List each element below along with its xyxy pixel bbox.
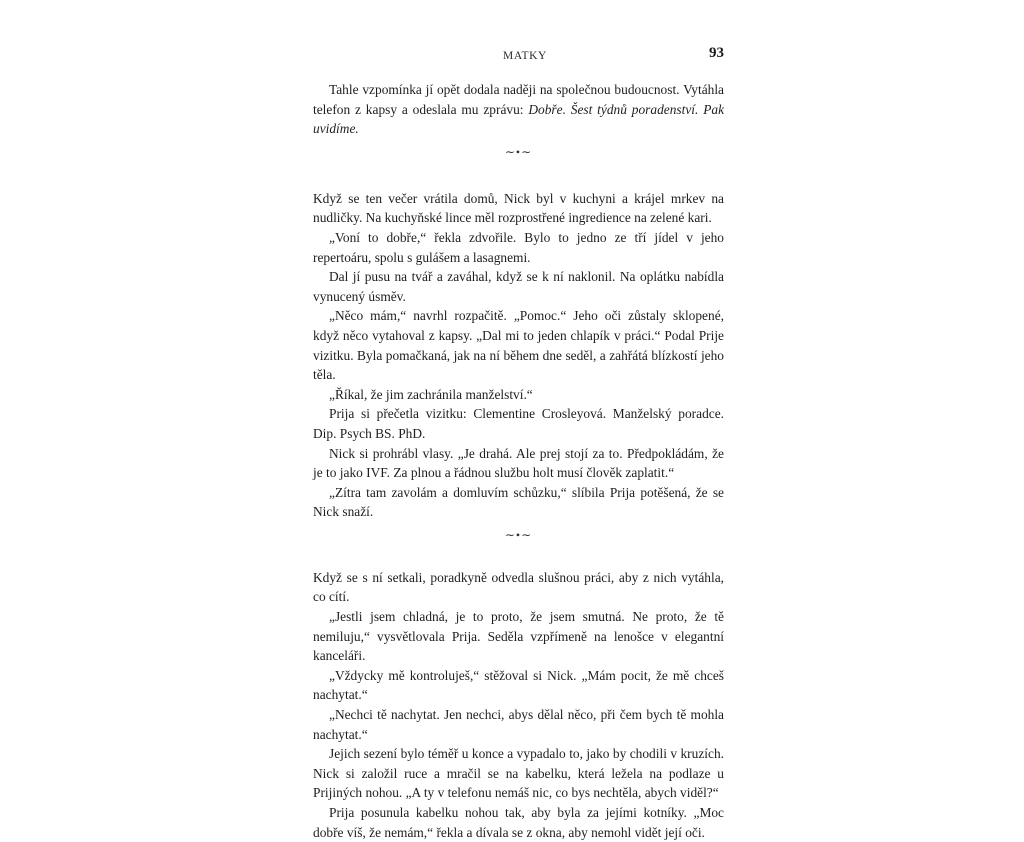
paragraph: Jejich sezení bylo téměř u konce a vypadalo to, jako by chodili v kruzích. Nick si založil ruce a mračil se na kabelku, která ležela na podlaze u Prijiných nohou. „A ty v telefonu nemáš nic, co bys nechtěla, abych viděl?“ (313, 746, 724, 801)
paragraph: „Říkal, že jim zachránila manželství.“ (329, 386, 533, 402)
paragraph (313, 80, 724, 139)
paragraph: „Vždycky mě kontroluješ,“ stěžoval si Nick. „Mám pocit, že mě chceš nachytat.“ (313, 667, 724, 703)
section-break (313, 139, 724, 189)
section-break (313, 522, 724, 568)
paragraph: Když se ten večer vrátila domů, Nick byl v kuchyni a krájel mrkev na nudličky. Na kuchyňské lince měl rozprostřené ingredience na zelené kari. (313, 190, 724, 226)
paragraph: Dal jí pusu na tvář a zaváhal, když se k ní naklonil. Na oplátku nabídla vynucený úsměv. (313, 269, 724, 304)
paragraph: „Nechci tě nachytat. Jen nechci, abys dělal něco, při čem bych tě mohla nachytat.“ (313, 707, 724, 742)
page-number: 93 (709, 45, 724, 61)
paragraph: Prija posunula kabelku nohou tak, aby byla za jejími kotníky. „Moc dobře víš, že nemám,“ řekla a dívala se z okna, aby nemohl vidět její oči. (313, 805, 724, 840)
running-head (313, 40, 724, 70)
paragraph: „Voní to dobře,“ řekla zdvořile. Bylo to jedno ze tří jídel v jeho repertoáru, spolu s gulášem a lasagnemi. (313, 229, 724, 265)
body-text (313, 80, 724, 842)
paragraph: „Zítra tam zavolám a domluvím schůzku,“ slíbila Prija potěšená, že se Nick snaží. (313, 484, 724, 520)
paragraph: Prija si přečetla vizitku: Clementine Crosleyová. Manželský poradce. Dip. Psych BS. PhD. (313, 406, 724, 441)
paragraph: Když se s ní setkali, poradkyně odvedla slušnou práci, aby z nich vytáhla, co cítí. (313, 569, 724, 605)
book-page (313, 40, 725, 840)
ornament-icon: ∼•∼ (504, 527, 533, 542)
ornament-icon: ∼•∼ (504, 144, 533, 159)
paragraph: „Jestli jsem chladná, je to proto, že jsem smutná. Ne proto, že tě nemiluju,“ vysvětlovala Prija. Seděla vzpřímeně na lenošce v elegantní kanceláři. (313, 609, 724, 664)
paragraph: Nick si prohrábl vlasy. „Je drahá. Ale prej stojí za to. Předpokládám, že je to jako IVF. Za plnou a řádnou službu holt musí člověk zaplatit.“ (313, 445, 724, 481)
running-title: MATKY (503, 50, 547, 62)
paragraph: „Něco mám,“ navrhl rozpačitě. „Pomoc.“ Jeho oči zůstaly sklopené, když něco vytahoval z kapsy. „Dal mi to jeden chlapík v práci.“ Podal Prije vizitku. Byla pomačkaná, jak na ní během dne seděl, a zahřátá blízkostí jeho těla. (313, 308, 724, 383)
paragraph-text: Tahle vzpomínka jí opět dodala naději na společnou budoucnost. Vytáhla telefon z kapsy a odeslala mu zprávu: (313, 82, 724, 117)
sms-message: Dobře. Šest týdnů poradenství. Pak uvidíme. (313, 101, 725, 137)
